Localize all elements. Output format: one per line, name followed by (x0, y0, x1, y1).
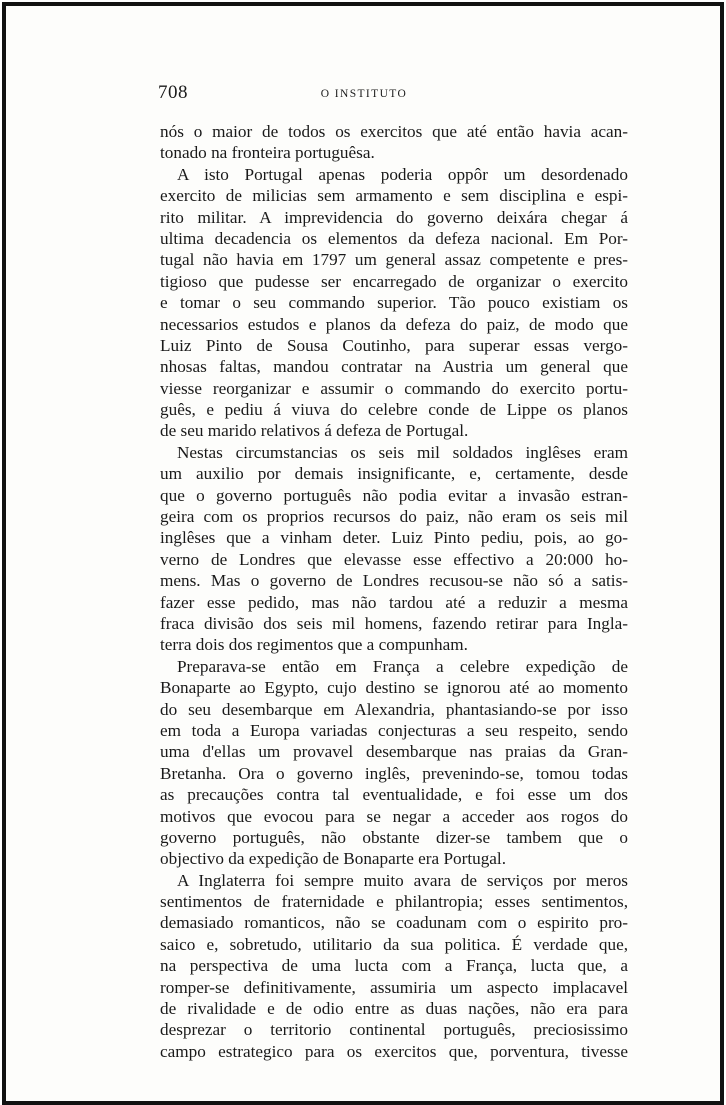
text-line: em toda a Europa variadas conjecturas a seu respeito, sendo (160, 720, 628, 740)
text-line: verno de Londres que elevasse esse effectivo a 20:000 ho- (160, 549, 628, 569)
text-line: necessarios estudos e planos da defeza do paiz, de modo que (160, 314, 628, 334)
page-header (158, 82, 570, 106)
text-line: Luiz Pinto de Sousa Coutinho, para superar essas vergo- (160, 335, 628, 355)
text-line: campo estrategico para os exercitos que, porventura, tivesse (160, 1041, 628, 1061)
text-line: Nestas circumstancias os seis mil soldados inglêses eram (177, 442, 628, 462)
text-line: governo português, não obstante dizer-se tambem que o (160, 827, 628, 847)
text-line: motivos que evocou para se negar a acceder aos rogos do (160, 806, 628, 826)
text-line: de seu marido relativos á defeza de Portugal. (160, 421, 469, 441)
text-line: demasiado romanticos, não se coadunam com o espirito pro- (160, 913, 628, 933)
text-line: inglêses que a vinham deter. Luiz Pinto pediu, pois, ao go- (160, 528, 628, 548)
text-line: fraca divisão dos seis mil homens, fazendo retirar para Ingla- (160, 613, 628, 633)
text-line: tonado na fronteira portuguêsa. (160, 143, 375, 163)
text-line: Bretanha. Ora o governo inglês, prevenindo-se, tomou todas (160, 763, 628, 783)
text-line: tigioso que pudesse ser encarregado de organizar o exercito (160, 271, 628, 291)
text-line: A isto Portugal apenas poderia oppôr um desordenado (177, 164, 628, 184)
text-line: rito militar. A imprevidencia do governo deixára chegar á (160, 207, 628, 227)
text-line: de rivalidade e de odio entre as duas nações, não era para (160, 999, 628, 1019)
text-line: Bonaparte ao Egypto, cujo destino se ignorou até ao momento (160, 678, 628, 698)
text-line: A Inglaterra foi sempre muito avara de serviços por meros (177, 870, 628, 890)
text-line: nós o maior de todos os exercitos que até então havia acan- (160, 122, 628, 141)
text-line: do seu desembarque em Alexandria, phantasiando-se por isso (160, 699, 628, 719)
text-line: desprezar o territorio continental português, preciosissimo (160, 1020, 628, 1040)
text-line: uma d'ellas um provavel desembarque nas praias da Gran- (160, 742, 628, 762)
text-line: na perspectiva de uma lucta com a França, lucta que, a (160, 956, 628, 976)
text-line: um auxilio por demais insignificante, e, certamente, desde (160, 464, 628, 484)
text-line: guês, e pediu á viuva do celebre conde de Lippe os planos (160, 400, 628, 420)
text-line: as precauções contra tal eventualidade, e foi esse um dos (160, 785, 628, 805)
text-line: viesse reorganizar e assumir o commando do exercito portu- (160, 378, 628, 398)
text-line: mens. Mas o governo de Londres recusou-se não só a satis- (160, 571, 628, 591)
text-line: ultima decadencia os elementos da defeza nacional. Em Por- (160, 228, 628, 248)
text-line: nhosas faltas, mandou contratar na Austria um general que (160, 357, 628, 377)
text-line: romper-se definitivamente, assumiria um aspecto implacavel (160, 977, 628, 997)
page-number: 708 (158, 82, 188, 103)
text-line: objectivo da expedição de Bonaparte era Portugal. (160, 849, 506, 869)
text-line: saico e, sobretudo, utilitario da sua politica. É verdade que, (160, 934, 628, 954)
text-line: geira com os proprios recursos do paiz, não eram os seis mil (160, 507, 628, 527)
text-line: e tomar o seu commando superior. Tão pouco existiam os (160, 293, 628, 313)
body-text (160, 121, 628, 1062)
text-line: sentimentos de fraternidade e philantropia; esses sentimentos, (160, 892, 628, 912)
text-line: fazer esse pedido, mas não tardou até a reduzir a mesma (160, 592, 628, 612)
text-line: Preparava-se então em França a celebre expedição de (177, 656, 628, 676)
text-line: terra dois dos regimentos que a compunham. (160, 635, 468, 655)
text-line: exercito de milicias sem armamento e sem disciplina e espi- (160, 186, 628, 206)
running-title: O INSTITUTO (320, 88, 408, 100)
text-line: que o governo português não podia evitar a invasão estran- (160, 485, 628, 505)
text-line: tugal não havia em 1797 um general assaz competente e pres- (160, 250, 628, 270)
